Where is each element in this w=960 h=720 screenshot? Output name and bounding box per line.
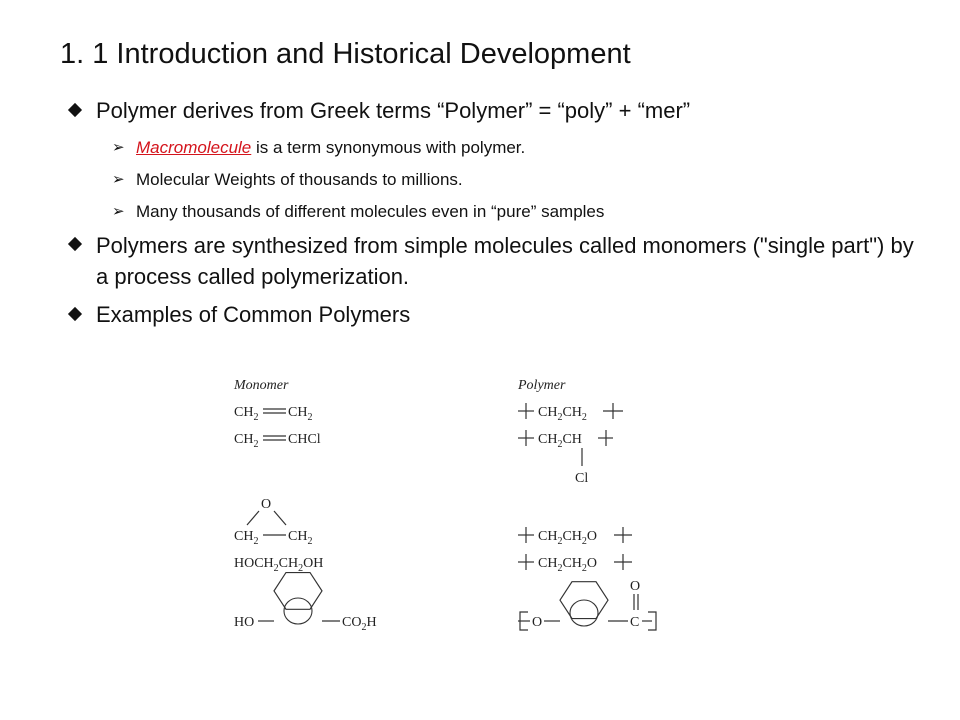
svg-text:CH2: $CH_2$: [234, 405, 259, 423]
slide-title: 1. 1 Introduction and Historical Development: [60, 38, 631, 70]
monomer-hydroxybenzoic-acid: [234, 573, 377, 633]
monomer-polymer-figure: [228, 370, 688, 640]
sub-bullet-text: Many thousands of different molecules even in “pure” samples: [136, 202, 605, 221]
arrow-bullet-icon: ➢: [112, 139, 125, 156]
monomer-vinyl-chloride: [234, 432, 321, 450]
arrow-bullet-icon: ➢: [112, 203, 125, 220]
svg-text:CH2: $CH_2$: [234, 529, 259, 547]
svg-text:C: C: [630, 615, 640, 630]
sub-bullet-text: Molecular Weights of thousands to millions.: [136, 170, 463, 189]
svg-text:HOCH2CH2OH: $HOCH_2CH_2OH$: [234, 556, 324, 574]
svg-text:O: O: [261, 497, 272, 512]
svg-text:O: O: [630, 579, 641, 594]
bullet-list: [68, 96, 928, 330]
polymer-peo-2: [518, 554, 632, 574]
monomer-ethylene: [234, 405, 312, 423]
polymer-pvc: [518, 430, 613, 486]
polymer-polyhydroxybenzoate: [518, 579, 656, 630]
polymer-polyethylene: [518, 403, 623, 423]
svg-text:CH2CH2: $CH_2CH_2$: [538, 405, 587, 423]
svg-text:CO2H: $CO_2H$: [342, 615, 377, 633]
sub-bullet-molecular-weights: [68, 168, 928, 192]
bullet-text: Examples of Common Polymers: [96, 302, 411, 327]
svg-text:CHCl: CHCl: [288, 432, 321, 447]
svg-text:CH2: $CH_2$: [288, 529, 313, 547]
diamond-bullet-icon: [68, 237, 82, 251]
arrow-bullet-icon: ➢: [112, 171, 125, 188]
svg-text:CH2CH: $CH_2CH$: [538, 432, 582, 450]
macromolecule-link[interactable]: Macromolecule: [136, 138, 252, 157]
svg-text:CH2CH2O: $CH_2CH_2O$: [538, 556, 598, 574]
bullet-synthesis: [68, 230, 928, 292]
polymer-header: Polymer: [518, 378, 566, 393]
polymer-peo-1: [518, 527, 632, 547]
svg-text:O: O: [532, 615, 543, 630]
bullet-text: Polymer derives from Greek terms “Polymer” = “poly” + “mer”: [96, 98, 691, 123]
monomer-ethylene-glycol: [234, 556, 323, 574]
chlorine-label: Cl: [575, 471, 589, 486]
diamond-bullet-icon: [68, 307, 82, 321]
svg-text:CH2: $CH_2$: [234, 432, 259, 450]
svg-text:CH2: $CH_2$: [288, 405, 313, 423]
svg-text:CH2CH2O: $CH_2CH_2O$: [538, 529, 598, 547]
bullet-text: Polymers are synthesized from simple molecules called monomers ("single part") by a process called polymerization.: [96, 233, 914, 289]
sub-bullet-text: is a term synonymous with polymer.: [251, 138, 526, 157]
bullet-polymer-origin: [68, 96, 928, 126]
diamond-bullet-icon: [68, 103, 82, 117]
sub-bullet-macromolecule: [68, 136, 928, 160]
bullet-examples: [68, 300, 928, 330]
monomer-header: Monomer: [234, 378, 289, 393]
sub-bullet-different-molecules: [68, 200, 928, 224]
monomer-ethylene-oxide: [234, 497, 312, 547]
svg-text:HO: HO: [234, 615, 255, 630]
